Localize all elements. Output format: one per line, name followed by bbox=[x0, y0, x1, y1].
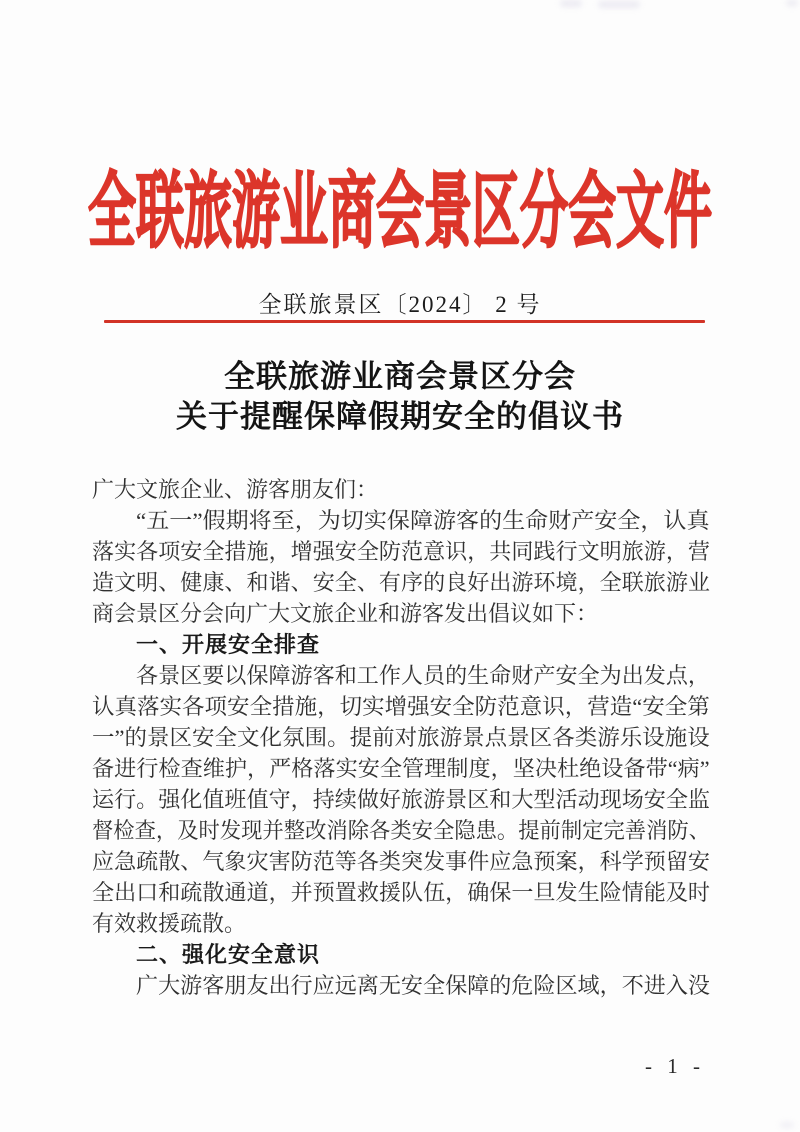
body-line: 造文明、健康、和谐、安全、有序的良好出游环境，全联旅游业 bbox=[92, 570, 711, 595]
section-heading-1: 一、开展安全排查 bbox=[136, 632, 321, 657]
page-number: - 1 - bbox=[645, 1054, 705, 1078]
scan-artifact bbox=[598, 1, 640, 8]
body-line: 应急疏散、气象灾害防范等各类突发事件应急预案，科学预留安 bbox=[92, 849, 711, 874]
body-line: 广大游客朋友出行应远离无安全保障的危险区域，不进入没 bbox=[136, 973, 711, 998]
body-line: 各景区要以保障游客和工作人员的生命财产安全为出发点， bbox=[136, 663, 711, 688]
document-title-line1: 全联旅游业商会景区分会 bbox=[224, 359, 576, 394]
body-line: 商会景区分会向广大文旅企业和游客发出倡议如下： bbox=[92, 601, 599, 626]
scan-artifact bbox=[780, 1122, 794, 1128]
body-line: 全出口和疏散通道，并预置救援队伍，确保一旦发生险情能及时 bbox=[92, 880, 711, 905]
body-line: 有效救援疏散。 bbox=[92, 911, 247, 936]
body-line: 认真落实各项安全措施，切实增强安全防范意识，营造“安全第 bbox=[92, 694, 710, 719]
document-title bbox=[0, 357, 800, 437]
body-line: “五一”假期将至，为切实保障游客的生命财产安全，认真 bbox=[136, 508, 710, 533]
body-salutation: 广大文旅企业、游客朋友们： bbox=[92, 477, 379, 502]
document-number: 全联旅景区〔2024〕 2 号 bbox=[258, 292, 542, 317]
scan-artifact bbox=[786, 0, 798, 6]
body-line: 一”的景区安全文化氛围。提前对旅游景点景区各类游乐设施设 bbox=[92, 725, 710, 750]
body-line: 备进行检查维护，严格落实安全管理制度，坚决杜绝设备带“病” bbox=[92, 756, 710, 781]
body-line: 运行。强化值班值守，持续做好旅游景区和大型活动现场安全监 bbox=[92, 787, 711, 812]
red-header-title: 全联旅游业商会景区分会文件 bbox=[87, 167, 712, 259]
document-body bbox=[92, 474, 710, 1001]
red-divider-line bbox=[104, 320, 705, 323]
section-heading-2: 二、强化安全意识 bbox=[136, 942, 321, 967]
document-title-line2: 关于提醒保障假期安全的倡议书 bbox=[176, 399, 624, 434]
body-line: 落实各项安全措施，增强安全防范意识，共同践行文明旅游，营 bbox=[92, 539, 711, 564]
scan-artifact bbox=[560, 0, 582, 7]
body-line: 督检查，及时发现并整改消除各类安全隐患。提前制定完善消防、 bbox=[92, 818, 711, 843]
